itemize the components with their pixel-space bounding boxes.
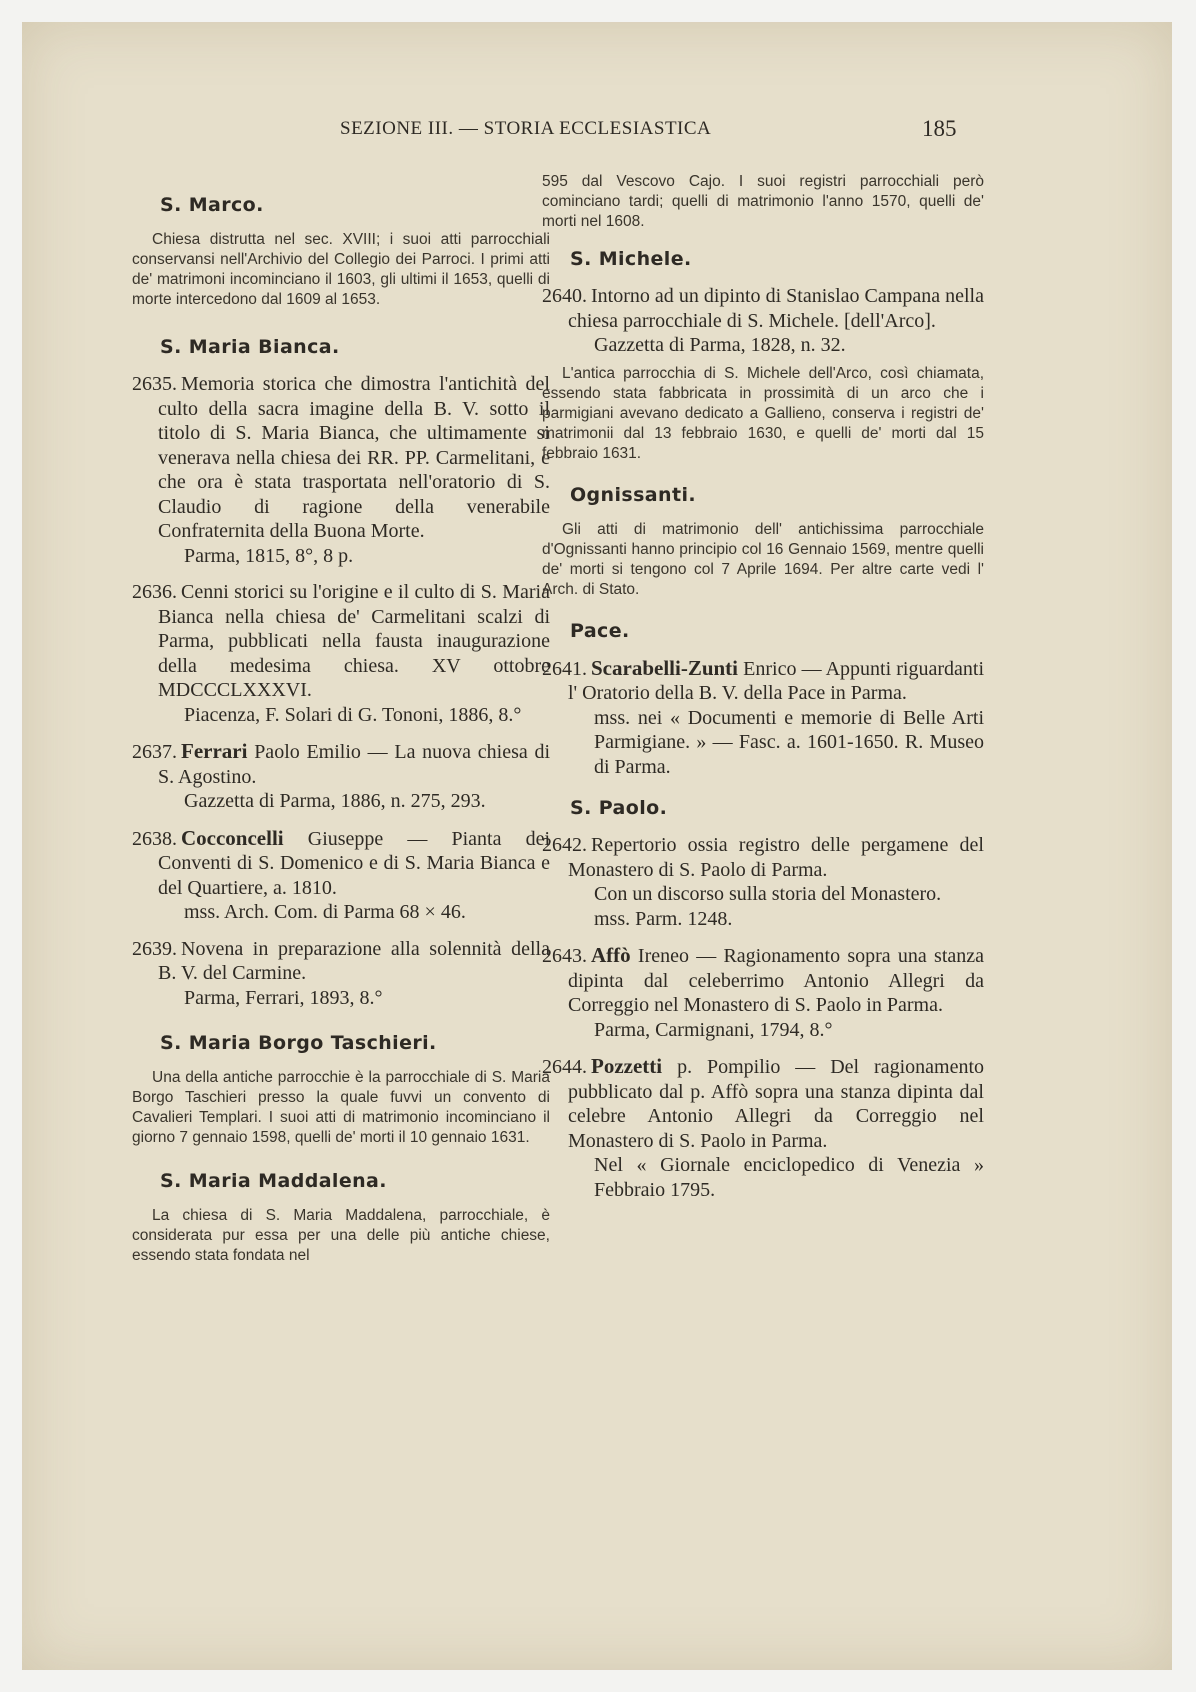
note-s-michele: L'antica parrocchia di S. Michele dell'Arco, così chiamata, essendo stata fabbricata in prossimità di un arco che i parmigiani avevano dedicato a Gallieno, conserva i registri de' matrimonii dal 13 febbraio 1630, e quelli de' morti dal 15 febbraio 1631. [542,364,984,462]
entry-2635 [132,372,550,568]
note-continued: 595 dal Vescovo Cajo. I suoi registri parrocchiali però cominciano tardi; quelli di matrimonio l'anno 1570, quelli de' morti nel 1608. [542,173,984,230]
heading-s-michele: S. Michele. [570,248,692,270]
entry-imprint: mss. nei « Documenti e memorie di Belle Arti Parmigiane. » — Fasc. a. 1601-1650. R. Museo di Parma. [594,706,984,778]
entry-imprint: Gazzetta di Parma, 1886, n. 275, 293. [184,790,486,812]
section-title: SEZIONE III. — STORIA ECCLESIASTICA [340,118,712,139]
entry-number: 2643. [542,945,587,967]
entry-title: p. Pompilio — Del ragionamento pubblicato dal p. Affò sopra una stanza dipinta dal celebre Antonio Allegri da Correggio nel Monastero di S. Paolo in Parma. [568,1056,984,1152]
heading-s-marco: S. Marco. [160,194,264,216]
entry-2641 [542,656,984,780]
heading-s-paolo: S. Paolo. [570,797,668,819]
entry-title: Memoria storica che dimostra l'antichità del culto della sacra imagine della B. V. sotto il titolo di S. Maria Bianca, che ultimamente si venerava nella chiesa dei RR. PP. Carmelitani, e che ora è stata trasportata nell'oratorio di S. Claudio di ragione della venerabile Confraternita della Buona Morte. [158,373,550,542]
heading-s-maria-borgo-taschieri: S. Maria Borgo Taschieri. [160,1032,437,1054]
entry-title: Cenni storici su l'origine e il culto di S. Maria Bianca nella chiesa de' Carmelitani scalzi di Parma, pubblicati nella fausta inaugurazione della medesima chiesa. XV ottobre MDCCCLXXXVI. [158,581,550,701]
entry-subnote: Con un discorso sulla storia del Monastero. [594,883,942,905]
entry-imprint: Piacenza, F. Solari di G. Tononi, 1886, 8.° [184,703,522,726]
entry-imprint: mss. Arch. Com. di Parma 68 × 46. [184,901,466,923]
entry-2640 [542,284,984,358]
entry-number: 2639. [132,937,177,960]
left-column [132,172,550,1266]
entry-author: Ferrari [181,739,248,763]
note-ognissanti: Gli atti di matrimonio dell' antichissima parrocchiale d'Ognissanti hanno principio col 16 Gennaio 1569, mentre quelli de' morti si tengono col 7 Aprile 1694. Per altre carte vedi l' Arch. di Stato. [542,520,984,598]
entry-number: 2644. [542,1056,587,1078]
entry-imprint: Parma, Ferrari, 1893, 8.° [184,986,383,1009]
entry-author: Scarabelli-Zunti [591,655,739,680]
entry-number: 2638. [132,827,177,850]
entry-number: 2636. [132,581,177,603]
entry-title: Paolo Emilio — La nuova chiesa di S. Agostino. [158,741,551,788]
heading-s-maria-maddalena: S. Maria Maddalena. [160,1170,387,1192]
entry-number: 2641. [542,657,587,680]
heading-ognissanti: Ognissanti. [570,483,696,506]
entry-2643 [542,943,984,1042]
entry-imprint: mss. Parm. 1248. [594,907,733,930]
entry-2639 [132,937,550,1011]
note-s-marco: Chiesa distrutta nel sec. XVIII; i suoi atti parrocchiali conservansi nell'Archivio del Collegio dei Parroci. I primi atti de' matrimoni incominciano il 1603, gli ultimi il 1653, quelli di morte intercedono dal 1609 al 1653. [132,231,550,308]
entry-2637 [132,739,550,814]
heading-s-maria-bianca: S. Maria Bianca. [160,336,340,358]
entry-author: Affò [591,943,631,967]
right-column [542,172,984,1208]
note-s-maria-maddalena: La chiesa di S. Maria Maddalena, parrocchiale, è considerata pur essa per una delle più antiche chiese, essendo stata fondata nel [132,1207,550,1264]
entry-imprint: Parma, Carmignani, 1794, 8.° [594,1018,833,1041]
entry-2642 [542,833,984,931]
entry-author: Cocconcelli [181,825,284,850]
entry-imprint: Nel « Giornale enciclopedico di Venezia » Febbraio 1795. [594,1154,984,1201]
entry-title: Enrico — Appunti riguardanti l' Oratorio della B. V. della Pace in Parma. [568,657,984,704]
entry-number: 2635. [132,373,177,395]
entry-number: 2637. [132,741,177,763]
entry-2636 [132,580,550,727]
entry-2644 [542,1054,984,1202]
running-head [22,118,1172,148]
entry-title: Repertorio ossia registro delle pergamene del Monastero di S. Paolo di Parma. [568,834,984,881]
entry-imprint: Gazzetta di Parma, 1828, n. 32. [594,334,846,356]
entry-title: Novena in preparazione alla solennità della B. V. del Carmine. [158,937,550,984]
entry-author: Pozzetti [591,1054,663,1078]
entry-title: Giuseppe — Pianta dei Conventi di S. Domenico e di S. Maria Bianca e del Quartiere, a. 1810. [158,827,551,899]
entry-title: Ireneo — Ragionamento sopra una stanza dipinta dal celeberrimo Antonio Allegri da Correggio nel Monastero di S. Paolo in Parma. [568,945,984,1016]
heading-pace: Pace. [570,619,630,642]
entry-imprint: Parma, 1815, 8°, 8 p. [184,544,354,567]
entry-number: 2642. [542,834,587,856]
page-number: 185 [922,116,957,141]
scanned-page [22,22,1172,1670]
note-s-maria-borgo-taschieri: Una della antiche parrocchie è la parrocchiale di S. Maria Borgo Taschieri presso la quale fuvvi un convento di Cavalieri Templari. I suoi atti di matrimonio incominciano il giorno 7 gennaio 1598, quelli de' morti il 10 gennaio 1631. [132,1069,550,1146]
entry-title: Intorno ad un dipinto di Stanislao Campana nella chiesa parrocchiale di S. Michele. [dell'Arco]. [568,285,984,332]
entry-number: 2640. [542,285,587,307]
entry-2638 [132,826,550,925]
